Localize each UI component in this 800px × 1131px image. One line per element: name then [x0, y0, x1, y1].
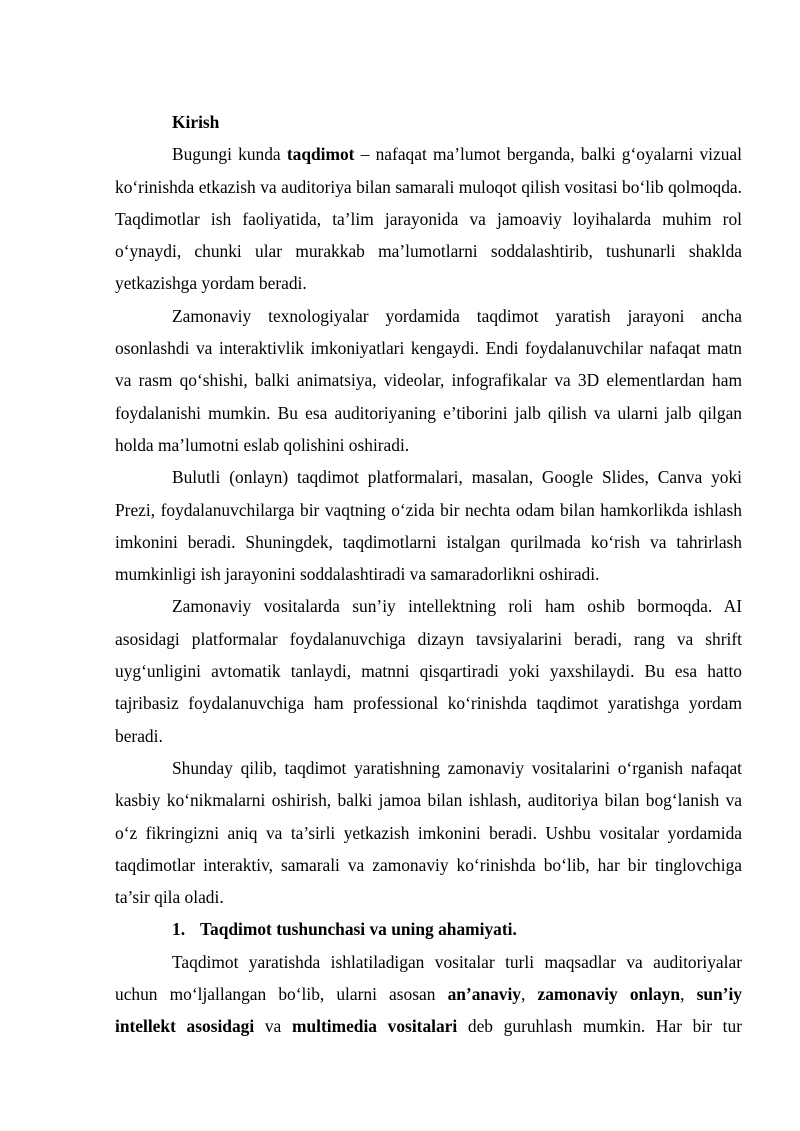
term-suniy-intellekt: sun’iy intellekt asosidagi — [115, 984, 742, 1037]
document-page — [115, 106, 742, 1043]
section-heading-kirish: Kirish — [172, 112, 220, 132]
term-taqdimot: taqdimot — [286, 144, 355, 165]
paragraph-technologies: Zamonaviy texnologiyalar yordamida taqdimot yaratish jarayoni ancha osonlashdi va interaktivlik imkoniyatlari kengaydi. Endi foydalanuvchilar nafaqat matn va rasm qo‘shishi, balki animatsiya, videolar, infografikalar va 3D elementlardan ham foydalanishi mumkin. Bu esa auditoriyaning e’tiborini jalb qilish va ularni jalb qilgan holda ma’lumotni eslab qolishini oshiradi. — [115, 305, 742, 455]
term-ananaviy: an’anaviy — [447, 984, 522, 1005]
paragraph-cloud-platforms: Bulutli (onlayn) taqdimot platformalari, masalan, Google Slides, Canva yoki Prezi, foydalanuvchilarga bir vaqtning o‘zida bir nechta odam bilan hamkorlikda ishlash imkonini beradi. Shuningdek, taqdimotlarni istalgan qurilmada ko‘rish va tahrirlash mumkinligi ish jarayonini soddalashtiradi va samaradorlikni oshiradi. — [115, 467, 742, 585]
text-run: , — [680, 984, 697, 1005]
text-run: deb guruhlash mumkin. Har bir tur — [457, 1016, 742, 1037]
paragraph-tool-categories — [115, 946, 742, 1043]
paragraph-intro — [115, 138, 742, 299]
paragraph-intro-rest: – nafaqat ma’lumot berganda, balki g‘oyalarni vizual ko‘rinishda etkazish va auditoriya bilan samarali muloqot qilish vositasi bo‘lib qolmoqda. Taqdimotlar ish faoliyatida, ta’lim jarayonida va jamoaviy loyihalarda muhim rol o‘ynaydi, chunki ular murakkab ma’lumotlarni soddalashtirib, tushunarli shaklda yetkazishga yordam beradi. — [115, 144, 742, 294]
section-number: 1. — [172, 919, 186, 940]
text-run: va — [254, 1016, 292, 1037]
term-zamonaviy-onlayn: zamonaviy onlayn — [537, 984, 681, 1005]
text-run: , — [521, 984, 538, 1005]
text-run: Taqdimot yaratishda ishlatiladigan vositalar turli maqsadlar va auditoriyalar uchun mo‘ljallangan bo‘lib, ularni asosan — [115, 951, 742, 1005]
paragraph-conclusion: Shunday qilib, taqdimot yaratishning zamonaviy vositalarini o‘rganish nafaqat kasbiy ko‘nikmalarni oshirish, balki jamoa bilan ishlash, auditoriya bilan bog‘lanish va o‘z fikringizni aniq va ta’sirli yetkazish imkonini beradi. Ushbu vositalar yordamida taqdimotlar interaktiv, samarali va zamonaviy ko‘rinishda bo‘lib, har bir tinglovchiga ta’sir qila oladi. — [115, 757, 742, 908]
numbered-section-heading — [115, 913, 742, 945]
paragraph-ai-tools: Zamonaviy vositalarda sun’iy intellektning roli ham oshib bormoqda. AI asosidagi platformalar foydalanuvchiga dizayn tavsiyalarini beradi, rang va shrift uyg‘unligini avtomatik tanlaydi, matnni qisqartiradi yoki yaxshilaydi. Bu esa hatto tajribasiz foydalanuvchiga ham professional ko‘rinishda taqdimot yaratishga yordam beradi. — [115, 596, 742, 746]
paragraph-intro-lead: Bugungi kunda — [172, 144, 287, 165]
section-title: Taqdimot tushunchasi va uning ahamiyati. — [200, 919, 517, 940]
term-multimedia-vositalari: multimedia vositalari — [291, 1016, 458, 1037]
